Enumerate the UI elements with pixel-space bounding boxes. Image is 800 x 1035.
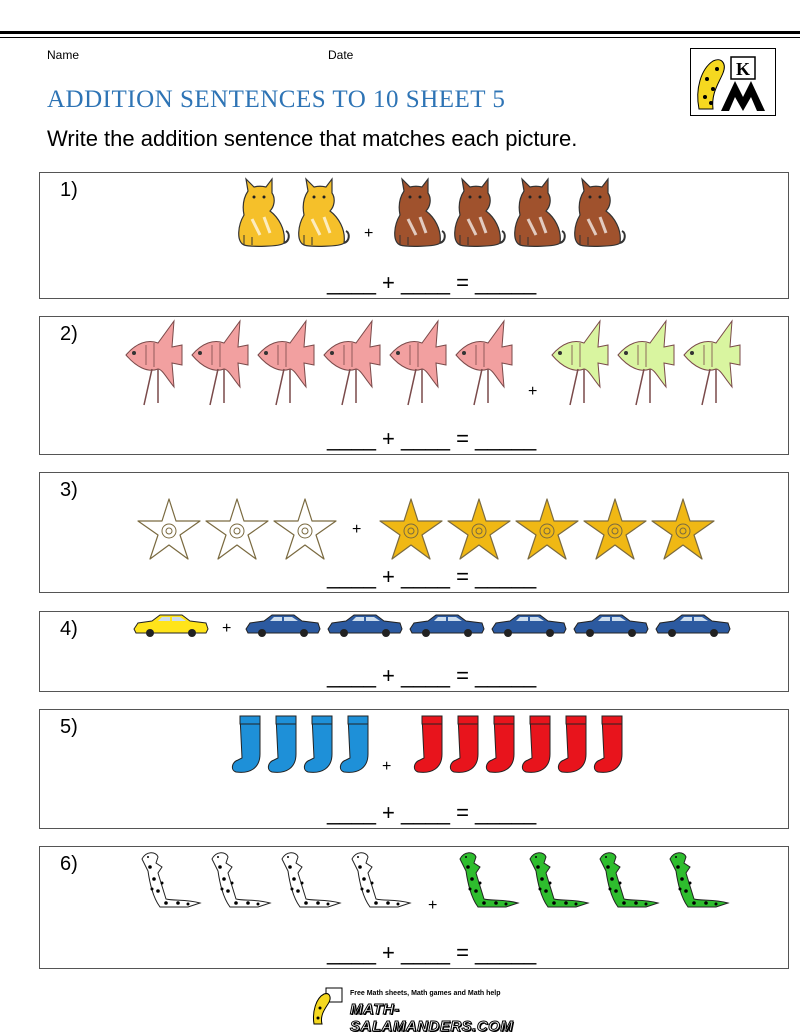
- starfish-icon: [514, 497, 580, 561]
- question-number: 2): [60, 323, 78, 345]
- footer-site: MATH-SALAMANDERS.COM: [350, 1001, 514, 1035]
- question-box: [39, 709, 789, 829]
- question-box: [39, 316, 789, 455]
- plus-sign: +: [428, 897, 438, 914]
- angelfish-icon: [614, 317, 680, 407]
- starfish-icon: [204, 497, 270, 561]
- plus-sign: +: [528, 383, 538, 400]
- angelfish-icon: [680, 317, 746, 407]
- sock-icon: [302, 710, 337, 776]
- plus-sign: +: [382, 758, 392, 775]
- starfish-icon: [582, 497, 648, 561]
- cat-icon: [230, 175, 290, 247]
- question-box: [39, 472, 789, 593]
- lizard-icon: [276, 849, 346, 909]
- cat-icon: [290, 175, 350, 247]
- question-number: 6): [60, 853, 78, 875]
- question-number: 5): [60, 716, 78, 738]
- sock-icon: [338, 710, 373, 776]
- lizard-icon: [136, 849, 206, 909]
- top-rule: [0, 31, 800, 34]
- answer-sentence: ____ + ____ = _____: [327, 940, 537, 965]
- sock-icon: [266, 710, 301, 776]
- car-icon: [572, 613, 650, 637]
- angelfish-icon: [386, 317, 452, 407]
- car-icon: [654, 613, 732, 637]
- logo-letter: K: [736, 59, 751, 79]
- page-title: ADDITION SENTENCES TO 10 SHEET 5: [47, 86, 506, 113]
- car-icon: [132, 613, 210, 637]
- sock-icon: [412, 710, 447, 776]
- car-icon: [326, 613, 404, 637]
- car-icon: [408, 613, 486, 637]
- starfish-icon: [136, 497, 202, 561]
- question-number: 4): [60, 618, 78, 640]
- car-icon: [490, 613, 568, 637]
- angelfish-icon: [548, 317, 614, 407]
- angelfish-icon: [254, 317, 320, 407]
- footer-tagline: Free Math sheets, Math games and Math help: [350, 990, 501, 997]
- lizard-icon: [524, 849, 594, 909]
- question-box: [39, 846, 789, 969]
- cat-icon: [386, 175, 446, 247]
- starfish-icon: [650, 497, 716, 561]
- lizard-icon: [454, 849, 524, 909]
- answer-sentence: ____ + ____ = _____: [327, 426, 537, 451]
- instructions: Write the addition sentence that matches each picture.: [47, 126, 578, 151]
- sock-icon: [556, 710, 591, 776]
- sock-icon: [484, 710, 519, 776]
- question-box: [39, 611, 789, 692]
- starfish-icon: [446, 497, 512, 561]
- plus-sign: +: [352, 521, 362, 538]
- lizard-icon: [206, 849, 276, 909]
- lizard-icon: [594, 849, 664, 909]
- question-box: [39, 172, 789, 299]
- lizard-icon: [346, 849, 416, 909]
- answer-sentence: ____ + ____ = _____: [327, 564, 537, 589]
- starfish-icon: [272, 497, 338, 561]
- salamander-logo: [690, 48, 776, 116]
- plus-sign: +: [222, 620, 232, 637]
- lizard-icon: [664, 849, 734, 909]
- name-label: Name: [47, 48, 80, 62]
- question-number: 3): [60, 479, 78, 501]
- cat-icon: [506, 175, 566, 247]
- sock-icon: [520, 710, 555, 776]
- sock-icon: [448, 710, 483, 776]
- car-icon: [244, 613, 322, 637]
- plus-sign: +: [364, 225, 374, 242]
- cat-icon: [566, 175, 626, 247]
- angelfish-icon: [188, 317, 254, 407]
- answer-sentence: ____ + ____ = _____: [327, 800, 537, 825]
- footer-logo: [310, 986, 540, 1035]
- answer-sentence: ____ + ____ = _____: [327, 270, 537, 295]
- sock-icon: [230, 710, 265, 776]
- answer-sentence: ____ + ____ = _____: [327, 663, 537, 688]
- question-number: 1): [60, 179, 78, 201]
- cat-icon: [446, 175, 506, 247]
- date-label: Date: [328, 48, 354, 62]
- top-rule-thin: [0, 37, 800, 38]
- sock-icon: [592, 710, 627, 776]
- starfish-icon: [378, 497, 444, 561]
- angelfish-icon: [122, 317, 188, 407]
- angelfish-icon: [452, 317, 518, 407]
- angelfish-icon: [320, 317, 386, 407]
